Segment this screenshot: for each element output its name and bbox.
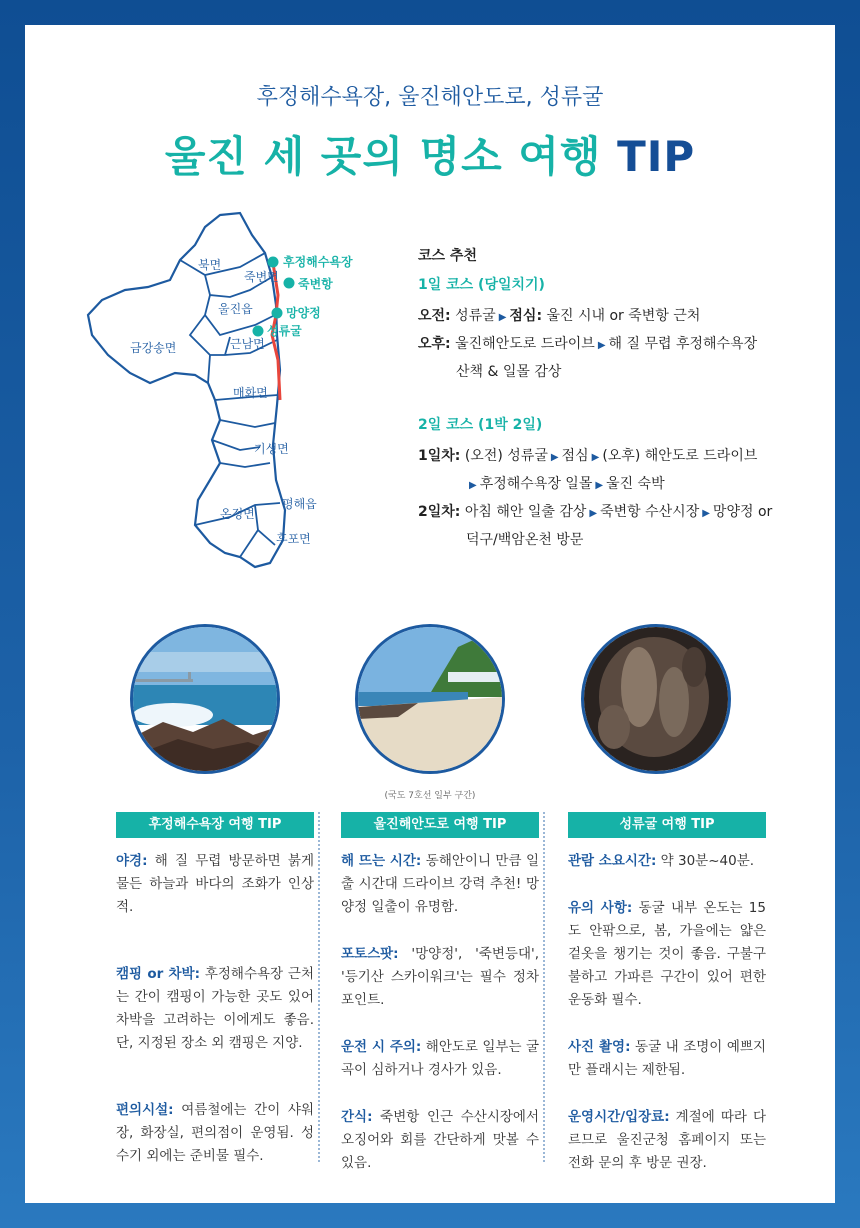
tip-item: 관람 소요시간: 약 30분~40분. [568,853,755,869]
photo-uljin-coastal-road [355,624,505,774]
tip-item: 편의시설: 여름철에는 간이 샤워장, 화장실, 편의점이 운영됨. 성수기 외에는 준비물 필수. [116,1102,314,1164]
tip-column-seongnyu-cave [568,812,766,1199]
region-label-giseong: 기성면 [254,442,289,456]
tip-item: 캠핑 or 차박: 후정해수욕장 근처는 간이 캠핑이 가능한 곳도 있어 차박을 고려하는 이에게도 좋음. 단, 지정된 장소 외 캠핑은 지양. [116,966,314,1051]
arrow-icon: ▶ [589,508,598,519]
course-heading: 코스 추천 [418,248,477,264]
tip-column-hujeong [116,812,314,1192]
region-label-uljin: 울진읍 [218,302,253,316]
arrow-icon: ▶ [469,480,477,491]
spot-marker-hujeong [268,257,279,268]
spot-label-mangyang: 망양정 [286,306,321,320]
photo-hujeong-beach [130,624,280,774]
tip-item: 야경: 해 질 무렵 방문하면 붉게 물든 하늘과 바다의 조화가 인상적. [116,853,314,915]
day2-second-day [418,499,818,527]
tip-item: 운영시간/입장료: 계절에 따라 다르므로 울진군청 홈페이지 또는 전화 문의 후 방문 권장. [568,1109,766,1171]
tip-header-coastal-road: 울진해안도로 여행 TIP [341,812,539,838]
title-main: 울진 세 곳의 명소 여행 [164,132,602,181]
first-day-e: 울진 숙박 [606,476,665,492]
afternoon-text: 울진해안도로 드라이브 [455,336,595,352]
region-label-bukmyeon: 북면 [198,258,222,272]
day2-first-day-cont [418,471,818,499]
first-day-b: 점심 [561,448,589,464]
tip-item: 유의 사항: 동굴 내부 온도는 15도 안팎으로, 봄, 가을에는 얇은 겉옷을 챙기는 것이 좋음. 구불구불하고 가파른 구간이 있어 편한 운동화 필수. [568,900,766,1008]
region-label-jukbyeon: 죽변면 [244,270,279,284]
region-label-pyeonghae: 평해읍 [282,497,317,511]
day2-first-day [418,443,818,471]
region-label-geunnam: 근남면 [230,337,265,351]
day2-course-title: 2일 코스 (1박 2일) [418,417,543,433]
course-recommendation [418,245,818,554]
tip-item: 포토스팟: '망양정', '죽변등대', '등기산 스카이워크'는 필수 정차 포인트. [341,946,539,1008]
spot-marker-seongnyu [253,326,264,337]
tip-item: 사진 촬영: 동굴 내 조명이 예쁘지만 플래시는 제한됨. [568,1039,766,1078]
day1-afternoon [418,331,818,359]
second-day-label: 2일차: [418,504,461,520]
arrow-icon: ▶ [595,480,604,491]
region-label-maehwa: 매화면 [233,386,268,400]
column-divider [543,812,545,1162]
day1-morning [418,303,818,331]
page-title [0,124,860,184]
first-day-c: (오후) 해안도로 드라이브 [602,448,758,464]
spot-marker-jukbyeon [284,278,295,289]
second-day-a: 아침 해안 일출 감상 [464,504,587,520]
road-photo-caption: (국도 7호선 일부 구간) [384,791,476,801]
arrow-icon: ▶ [597,340,606,351]
afternoon-label: 오후: [418,336,451,352]
tip-header-seongnyu-cave: 성류굴 여행 TIP [568,812,766,838]
morning-label: 오전: [418,308,451,324]
arrow-icon: ▶ [498,312,507,323]
spot-label-seongnyu: 성류굴 [267,324,302,338]
tip-column-coastal-road [341,812,539,1199]
spot-marker-mangyang [272,308,283,319]
day1-course-title: 1일 코스 (당일치기) [418,277,545,293]
tip-item: 간식: 죽변항 인근 수산시장에서 오징어와 회를 간단하게 맛볼 수 있음. [341,1109,539,1171]
spot-label-hujeong: 후정해수욕장 [283,255,353,269]
morning-text: 성류굴 [455,308,496,324]
lunch-label: 점심: [509,308,543,324]
first-day-label: 1일차: [418,448,461,464]
afternoon-text-2: 해 질 무렵 후정해수욕장 [608,336,758,352]
column-divider [318,812,320,1162]
second-day-d: 덕구/백암온천 방문 [466,532,584,548]
map-svg [80,205,380,580]
tip-header-hujeong: 후정해수욕장 여행 TIP [116,812,314,838]
region-label-geumgang: 금강송면 [130,341,177,355]
first-day-a: (오전) 성류굴 [464,448,548,464]
arrow-icon: ▶ [550,452,559,463]
spot-label-jukbyeon: 죽변항 [298,277,333,291]
title-tip: TIP [617,132,696,181]
tip-item: 해 뜨는 시간: 동해안이니 만큼 일출 시간대 드라이브 강력 추천! 망양정 일출이 유명함. [341,853,539,915]
second-day-b: 죽변항 수산시장 [600,504,700,520]
tip-item: 운전 시 주의: 해안도로 일부는 굴곡이 심하거나 경사가 있음. [341,1039,539,1078]
uljin-map [80,205,380,580]
page-subtitle: 후정해수욕장, 울진해안도로, 성류굴 [256,85,604,110]
first-day-d: 후정해수욕장 일몰 [479,476,593,492]
arrow-icon: ▶ [702,508,710,519]
arrow-icon: ▶ [591,452,600,463]
photo-seongnyu-cave [581,624,731,774]
region-label-onjeong: 온정면 [220,507,255,521]
region-label-hupo: 후포면 [276,532,311,546]
second-day-c: 망양정 or [712,504,773,520]
afternoon-text-3: 산책 & 일몰 감상 [456,364,562,380]
lunch-text: 울진 시내 or 죽변항 근처 [546,308,701,324]
